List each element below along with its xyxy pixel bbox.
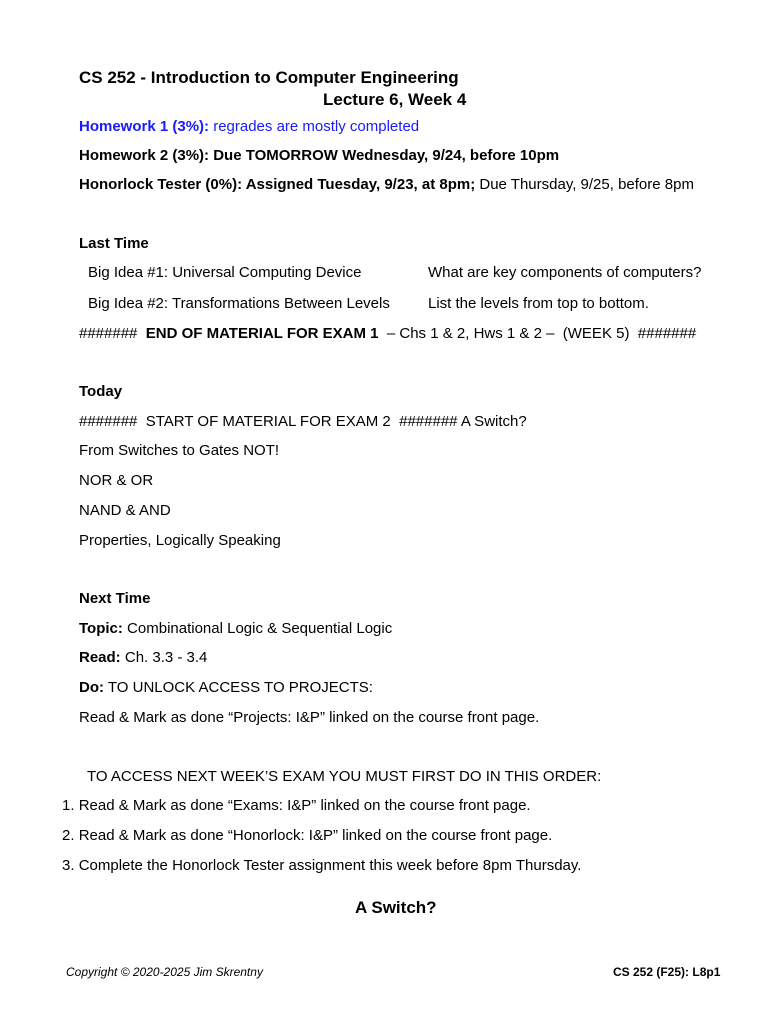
today-item-2: From Switches to Gates NOT!: [79, 442, 280, 459]
read-label: Read:: [79, 649, 121, 666]
topic-label: Topic:: [79, 620, 123, 637]
step-text: Read & Mark as done “Exams: I&P” linked on the course front page.: [78, 797, 531, 814]
today-item-1: ####### START OF MATERIAL FOR EXAM 2 ####### A Switch?: [79, 413, 527, 430]
footer-copyright: Copyright © 2020-2025 Jim Skrentny: [66, 965, 263, 979]
end-exam1-post: – Chs 1 & 2, Hws 1 & 2 – (WEEK 5) #######: [378, 325, 697, 342]
last-time-left-2: Big Idea #2: Transformations Between Levels: [88, 295, 390, 312]
announcement-text: Due Thursday, 9/25, before 8pm: [475, 176, 694, 193]
exam-step-3: [62, 857, 581, 875]
end-exam1-bold: END OF MATERIAL FOR EXAM 1: [145, 325, 379, 342]
step-number: 3.: [62, 857, 75, 874]
next-time-read: [79, 649, 207, 667]
projects-line: Read & Mark as done “Projects: I&P” linked on the course front page.: [79, 709, 540, 726]
lecture-title: Lecture 6, Week 4: [323, 90, 467, 109]
exam-step-1: [62, 797, 531, 815]
today-item-3: NOR & OR: [79, 472, 154, 489]
last-time-left-1: Big Idea #1: Universal Computing Device: [88, 264, 362, 281]
announcement-text: regrades are mostly completed: [209, 118, 420, 135]
end-exam1-line: [79, 325, 696, 343]
step-number: 1.: [62, 797, 75, 814]
announcement-label: Homework 2 (3%): Due TOMORROW Wednesday, 9/24, before 10pm: [79, 147, 560, 164]
next-time-heading: Next Time: [79, 590, 151, 607]
topic-text: Combinational Logic & Sequential Logic: [122, 620, 393, 637]
course-title: CS 252 - Introduction to Computer Engineering: [79, 68, 459, 87]
today-heading: Today: [79, 383, 123, 400]
last-time-right-1: What are key components of computers?: [428, 264, 702, 281]
announcement-label: Homework 1 (3%):: [79, 118, 210, 135]
do-label: Do:: [79, 679, 104, 696]
exam-access-intro: TO ACCESS NEXT WEEK’S EXAM YOU MUST FIRST DO IN THIS ORDER:: [87, 768, 602, 785]
announcement-homework1: [79, 118, 419, 136]
next-time-topic: [79, 620, 392, 638]
last-time-heading: Last Time: [79, 235, 149, 252]
announcement-honorlock: [79, 176, 694, 194]
step-number: 2.: [62, 827, 75, 844]
today-item-4: NAND & AND: [79, 502, 171, 519]
announcement-homework2: [79, 147, 559, 165]
section-title: A Switch?: [355, 898, 437, 917]
next-time-do: [79, 679, 373, 697]
footer-page-id: CS 252 (F25): L8p1: [613, 965, 721, 979]
announcement-label: Honorlock Tester (0%): Assigned Tuesday, 9/23, at 8pm;: [79, 176, 476, 193]
step-text: Complete the Honorlock Tester assignment this week before 8pm Thursday.: [78, 857, 582, 874]
end-exam1-pre: #######: [79, 325, 146, 342]
exam-step-2: [62, 827, 552, 845]
step-text: Read & Mark as done “Honorlock: I&P” linked on the course front page.: [78, 827, 553, 844]
read-text: Ch. 3.3 - 3.4: [120, 649, 208, 666]
last-time-right-2: List the levels from top to bottom.: [428, 295, 649, 312]
do-text: TO UNLOCK ACCESS TO PROJECTS:: [104, 679, 373, 696]
today-item-5: Properties, Logically Speaking: [79, 532, 281, 549]
